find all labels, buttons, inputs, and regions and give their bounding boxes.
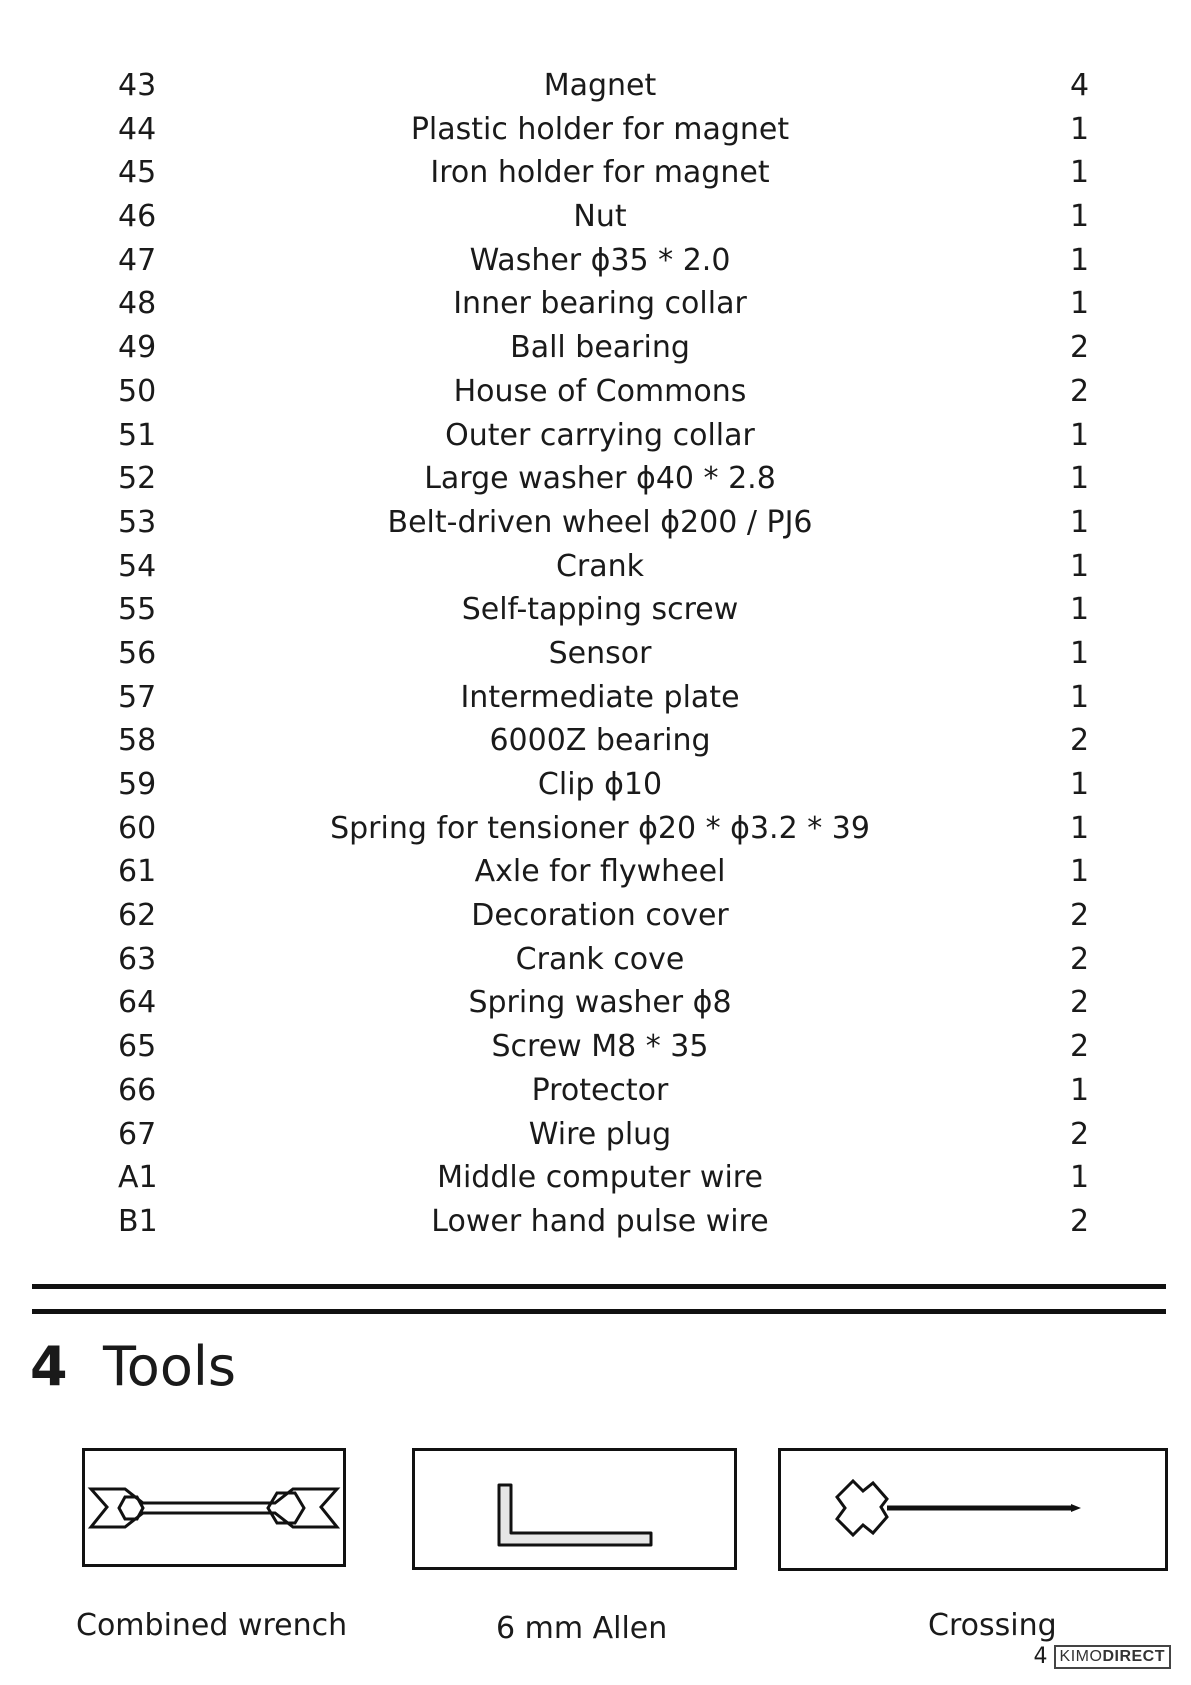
part-number: 62	[118, 898, 157, 934]
part-quantity: 1	[1070, 461, 1090, 497]
part-description: Wire plug	[528, 1116, 672, 1152]
part-description: Belt-driven wheel ϕ200 / PJ6	[387, 504, 813, 540]
part-number: 59	[118, 767, 157, 802]
part-description: Iron holder for magnet	[430, 155, 770, 191]
part-description: Crank	[555, 548, 645, 584]
part-number: 66	[118, 1072, 157, 1108]
part-quantity: 1	[1070, 767, 1090, 802]
part-number: 53	[118, 504, 157, 540]
part-row	[0, 807, 1191, 851]
part-number: 50	[118, 373, 157, 409]
part-description: Washer ϕ35 * 2.0	[469, 242, 731, 278]
part-description: Decoration cover	[471, 898, 729, 934]
part-number: 52	[118, 461, 157, 497]
part-row	[0, 763, 1191, 807]
part-quantity: 1	[1070, 679, 1090, 715]
part-row	[0, 1025, 1191, 1069]
part-description: Screw M8 * 35	[491, 1029, 709, 1065]
part-quantity: 1	[1070, 1160, 1090, 1196]
part-quantity: 1	[1070, 417, 1090, 453]
part-number: B1	[118, 1203, 158, 1239]
part-number: 44	[118, 111, 157, 147]
part-description: Nut	[573, 199, 627, 235]
part-description: Middle computer wire	[437, 1160, 763, 1196]
part-quantity: 2	[1070, 330, 1090, 366]
part-row	[0, 64, 1191, 108]
part-row	[0, 414, 1191, 458]
tool-label-combined-wrench: Combined wrench	[76, 1608, 348, 1643]
part-row	[0, 938, 1191, 982]
part-row	[0, 676, 1191, 720]
part-row	[0, 719, 1191, 763]
part-row	[0, 370, 1191, 414]
part-description: Self-tapping screw	[461, 592, 739, 628]
part-quantity: 2	[1070, 1029, 1090, 1065]
part-quantity: 1	[1070, 1072, 1090, 1108]
part-number: 57	[118, 679, 157, 715]
part-description: Crank cove	[515, 941, 685, 977]
part-number: 64	[118, 985, 157, 1021]
part-quantity: 1	[1070, 854, 1090, 890]
part-number: 49	[118, 330, 157, 366]
part-number: 65	[118, 1029, 157, 1065]
parts-list	[0, 64, 1191, 1244]
part-quantity: 1	[1070, 286, 1090, 322]
part-description: Protector	[531, 1072, 669, 1108]
allen-key-icon	[415, 1451, 734, 1567]
tool-label-crossing: Crossing	[928, 1608, 1057, 1643]
part-quantity: 1	[1070, 548, 1090, 584]
part-number: 55	[118, 592, 157, 628]
part-row	[0, 545, 1191, 589]
divider-bottom	[32, 1309, 1166, 1314]
part-description: Sensor	[548, 635, 652, 671]
part-quantity: 1	[1070, 635, 1090, 671]
part-quantity: 2	[1070, 373, 1090, 409]
part-quantity: 2	[1070, 1116, 1090, 1152]
part-number: 43	[118, 68, 157, 103]
brand-logo	[1054, 1645, 1171, 1669]
part-quantity: 2	[1070, 985, 1090, 1021]
part-description: Magnet	[543, 68, 657, 103]
part-row	[0, 894, 1191, 938]
brand-logo-b: DIRECT	[1102, 1647, 1165, 1665]
part-row	[0, 282, 1191, 326]
part-number: 54	[118, 548, 157, 584]
part-description: Large washer ϕ40 * 2.8	[424, 461, 776, 497]
part-quantity: 1	[1070, 199, 1090, 235]
part-number: 45	[118, 155, 157, 191]
part-description: Lower hand pulse wire	[431, 1203, 769, 1239]
tool-box-crossing	[778, 1448, 1168, 1571]
part-description: Plastic holder for magnet	[410, 111, 790, 147]
part-row	[0, 981, 1191, 1025]
part-row	[0, 108, 1191, 152]
part-row	[0, 239, 1191, 283]
part-number: 58	[118, 723, 157, 759]
section-number: 4	[30, 1335, 68, 1398]
part-quantity: 1	[1070, 592, 1090, 628]
cross-wrench-icon	[781, 1451, 1165, 1568]
part-number: 56	[118, 635, 157, 671]
part-description: House of Commons	[453, 373, 747, 409]
part-description: Clip ϕ10	[537, 767, 663, 802]
section-title: Tools	[103, 1335, 237, 1398]
brand-logo-a: KIMO	[1059, 1647, 1103, 1665]
part-row	[0, 151, 1191, 195]
part-number: 47	[118, 242, 157, 278]
part-row	[0, 501, 1191, 545]
part-description: Ball bearing	[510, 330, 690, 366]
part-number: 60	[118, 810, 157, 846]
divider-top	[32, 1284, 1166, 1289]
part-number: 67	[118, 1116, 157, 1152]
part-row	[0, 457, 1191, 501]
part-number: 48	[118, 286, 157, 322]
part-quantity: 1	[1070, 810, 1090, 846]
part-description: Inner bearing collar	[453, 286, 747, 322]
part-number: 46	[118, 199, 157, 235]
part-quantity: 1	[1070, 504, 1090, 540]
part-row	[0, 195, 1191, 239]
page-footer	[1034, 1644, 1171, 1669]
part-quantity: 2	[1070, 723, 1090, 759]
part-description: Outer carrying collar	[445, 417, 755, 453]
combined-wrench-icon	[85, 1451, 343, 1564]
part-quantity: 2	[1070, 898, 1090, 934]
part-description: Spring washer ϕ8	[468, 985, 732, 1021]
part-row	[0, 1200, 1191, 1244]
part-row	[0, 588, 1191, 632]
part-quantity: 1	[1070, 155, 1090, 191]
part-row	[0, 1156, 1191, 1200]
part-quantity: 1	[1070, 242, 1090, 278]
part-description: 6000Z bearing	[489, 723, 711, 759]
part-quantity: 4	[1070, 68, 1090, 103]
part-description: Axle for flywheel	[474, 854, 726, 890]
part-description: Spring for tensioner ϕ20 * ϕ3.2 * 39	[330, 810, 870, 846]
part-number: 63	[118, 941, 157, 977]
part-number: 51	[118, 417, 157, 453]
part-quantity: 2	[1070, 1203, 1090, 1239]
part-quantity: 1	[1070, 111, 1090, 147]
part-quantity: 2	[1070, 941, 1090, 977]
part-row	[0, 1113, 1191, 1157]
part-number: A1	[118, 1160, 158, 1196]
part-row	[0, 632, 1191, 676]
part-row	[0, 1069, 1191, 1113]
part-number: 61	[118, 854, 157, 890]
part-description: Intermediate plate	[460, 679, 740, 715]
part-row	[0, 326, 1191, 370]
page-number: 4	[1033, 1644, 1048, 1669]
part-row	[0, 850, 1191, 894]
tool-box-combined-wrench	[82, 1448, 346, 1567]
tool-box-allen-key	[412, 1448, 737, 1570]
tool-label-allen-key: 6 mm Allen	[496, 1611, 668, 1646]
